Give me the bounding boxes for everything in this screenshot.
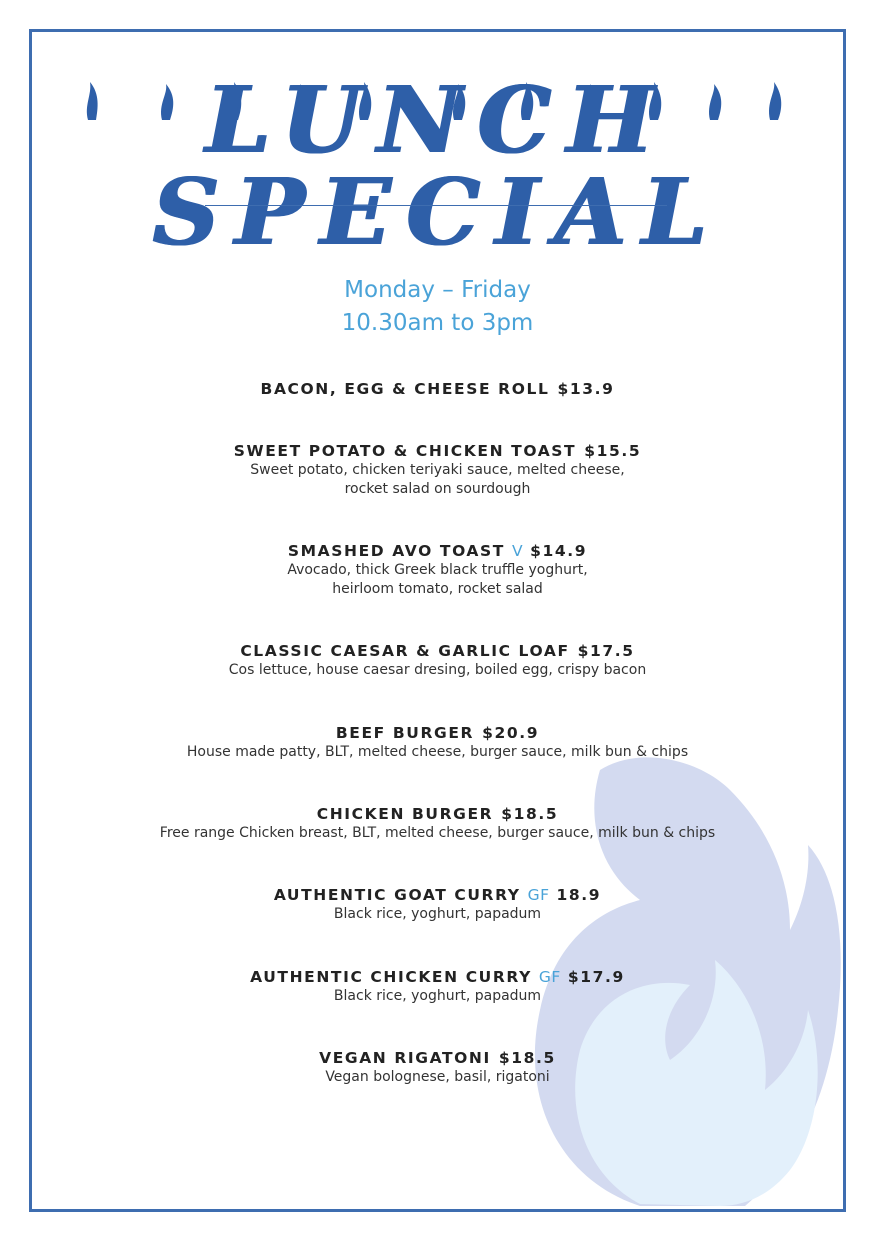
menu-item-description: Free range Chicken breast, BLT, melted cheese, burger sauce, milk bun & chips (159, 825, 716, 841)
menu-item (0, 967, 875, 1006)
menu-item-price: $15.5 (584, 442, 642, 460)
menu-item-description: Avocado, thick Greek black truffle yoghurt, (287, 562, 588, 578)
menu-item-price: $14.9 (530, 542, 588, 560)
menu-item-description: House made patty, BLT, melted cheese, burger sauce, milk bun & chips (186, 744, 689, 760)
menu-item-description: Black rice, yoghurt, papadum (333, 906, 542, 922)
menu-item-name: SWEET POTATO & CHICKEN TOAST (233, 442, 577, 460)
menu-item-title (0, 379, 875, 399)
menu-item-title (0, 967, 875, 987)
menu-item (0, 723, 875, 762)
title-divider (205, 205, 667, 206)
menu-item-price: $17.9 (567, 968, 625, 986)
menu-item-title (0, 885, 875, 905)
menu-item-price: $18.5 (498, 1049, 556, 1067)
menu-item-price: $17.5 (577, 642, 635, 660)
menu-item-title (0, 541, 875, 561)
menu-item-name: VEGAN RIGATONI (319, 1049, 491, 1067)
menu-item-description: Vegan bolognese, basil, rigatoni (325, 1069, 550, 1085)
page-title: LUNCH SPECIAL (152, 66, 723, 266)
menu-item-name: AUTHENTIC GOAT CURRY (273, 886, 521, 904)
menu-item-description: heirloom tomato, rocket salad (332, 581, 543, 597)
menu-item-description: rocket salad on sourdough (344, 481, 531, 497)
menu-item (0, 641, 875, 680)
menu-item-description: Black rice, yoghurt, papadum (333, 988, 542, 1004)
menu-item (0, 804, 875, 843)
menu-item-name: BEEF BURGER (335, 724, 475, 742)
menu-item (0, 541, 875, 599)
opening-hours (0, 274, 875, 340)
menu-item-title (0, 441, 875, 461)
menu-item-description: Cos lettuce, house caesar dresing, boiled egg, crispy bacon (228, 662, 647, 678)
menu-item-price: $18.5 (501, 805, 559, 823)
menu-item-name: CHICKEN BURGER (316, 805, 494, 823)
menu-item-description: Sweet potato, chicken teriyaki sauce, melted cheese, (250, 462, 625, 478)
menu-item-name: AUTHENTIC CHICKEN CURRY (250, 968, 532, 986)
menu-item-title (0, 723, 875, 743)
menu-item-title (0, 641, 875, 661)
dietary-tag: GF (527, 886, 550, 904)
menu-item-name: CLASSIC CAESAR & GARLIC LOAF (240, 642, 570, 660)
menu-item-price: $13.9 (557, 380, 615, 398)
menu-item-price: 18.9 (556, 886, 602, 904)
menu-item (0, 1048, 875, 1087)
menu-item-name: SMASHED AVO TOAST (287, 542, 505, 560)
dietary-tag: GF (538, 968, 561, 986)
menu-item (0, 379, 875, 399)
menu-item (0, 441, 875, 499)
opening-days: Monday – Friday (344, 277, 531, 303)
menu-item-title (0, 1048, 875, 1068)
opening-time: 10.30am to 3pm (341, 310, 534, 336)
dietary-tag: V (511, 542, 524, 560)
menu-item-title (0, 804, 875, 824)
menu-item-name: BACON, EGG & CHEESE ROLL (260, 380, 550, 398)
menu-item (0, 885, 875, 924)
menu-item-price: $20.9 (482, 724, 540, 742)
